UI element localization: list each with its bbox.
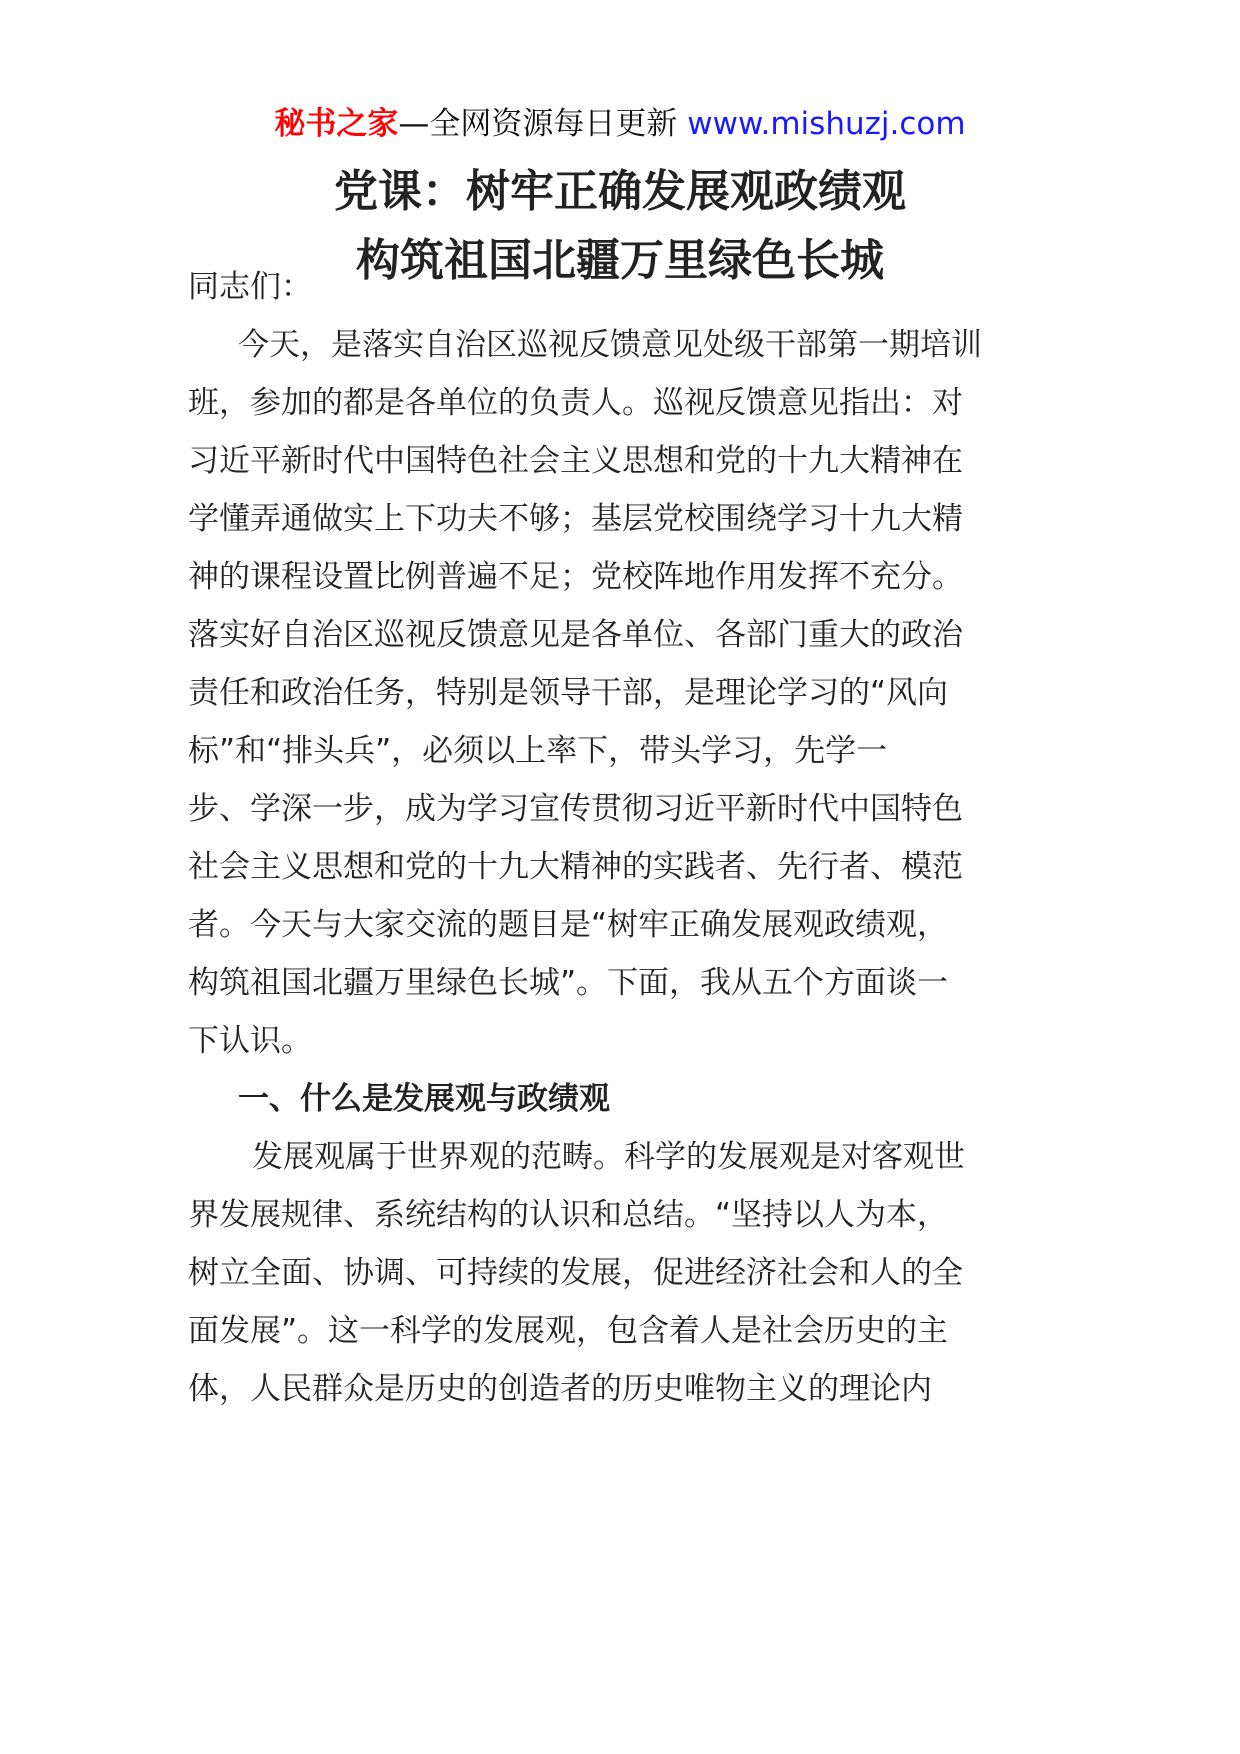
document-title-line-2: 构筑祖国北疆万里绿色长城 bbox=[356, 235, 884, 286]
greeting: 同志们： bbox=[188, 269, 312, 305]
paragraph-line: 树立全面、协调、可持续的发展，促进经济社会和人的全 bbox=[188, 1255, 963, 1291]
site-url-link[interactable]: www.mishuzj.com bbox=[687, 106, 966, 142]
paragraph-line: 下认识。 bbox=[188, 1023, 312, 1059]
paragraph-line: 班，参加的都是各单位的负责人。巡视反馈意见指出：对 bbox=[188, 385, 963, 421]
brand-name: 秘书之家 bbox=[274, 106, 399, 142]
paragraph-line: 学懂弄通做实上下功夫不够；基层党校围绕学习十九大精 bbox=[188, 501, 963, 537]
paragraph-line: 面发展”。这一科学的发展观，包含着人是社会历史的主 bbox=[188, 1313, 949, 1349]
header-tagline: —全网资源每日更新 bbox=[398, 106, 678, 142]
paragraph-line: 发展观属于世界观的范畴。科学的发展观是对客观世 bbox=[252, 1139, 965, 1175]
paragraph-line: 社会主义思想和党的十九大精神的实践者、先行者、模范 bbox=[188, 849, 963, 885]
paragraph-1 bbox=[188, 313, 1048, 1074]
site-header bbox=[0, 102, 1240, 146]
paragraph-line: 标”和“排头兵”，必须以上率下，带头学习，先学一 bbox=[188, 733, 888, 769]
paragraph-line: 神的课程设置比例普遍不足；党校阵地作用发挥不充分。 bbox=[188, 559, 963, 595]
paragraph-line: 步、学深一步，成为学习宣传贯彻习近平新时代中国特色 bbox=[188, 791, 963, 827]
paragraph-line: 体，人民群众是历史的创造者的历史唯物主义的理论内 bbox=[188, 1371, 932, 1407]
paragraph-line: 者。今天与大家交流的题目是“树牢正确发展观政绩观， bbox=[188, 907, 949, 943]
paragraph-line: 今天，是落实自治区巡视反馈意见处级干部第一期培训 bbox=[238, 327, 982, 363]
paragraph-line: 落实好自治区巡视反馈意见是各单位、各部门重大的政治 bbox=[188, 617, 963, 653]
document-body bbox=[188, 255, 1048, 1422]
paragraph-line: 构筑祖国北疆万里绿色长城”。下面，我从五个方面谈一 bbox=[188, 965, 949, 1001]
paragraph-2 bbox=[188, 1125, 1048, 1422]
paragraph-line: 责任和政治任务，特别是领导干部，是理论学习的“风向 bbox=[188, 675, 949, 711]
document-title-line-1: 党课：树牢正确发展观政绩观 bbox=[334, 166, 906, 217]
paragraph-line: 习近平新时代中国特色社会主义思想和党的十九大精神在 bbox=[188, 443, 963, 479]
section-heading: 一、什么是发展观与政绩观 bbox=[238, 1081, 610, 1117]
paragraph-line: 界发展规律、系统结构的认识和总结。“坚持以人为本， bbox=[188, 1197, 949, 1233]
